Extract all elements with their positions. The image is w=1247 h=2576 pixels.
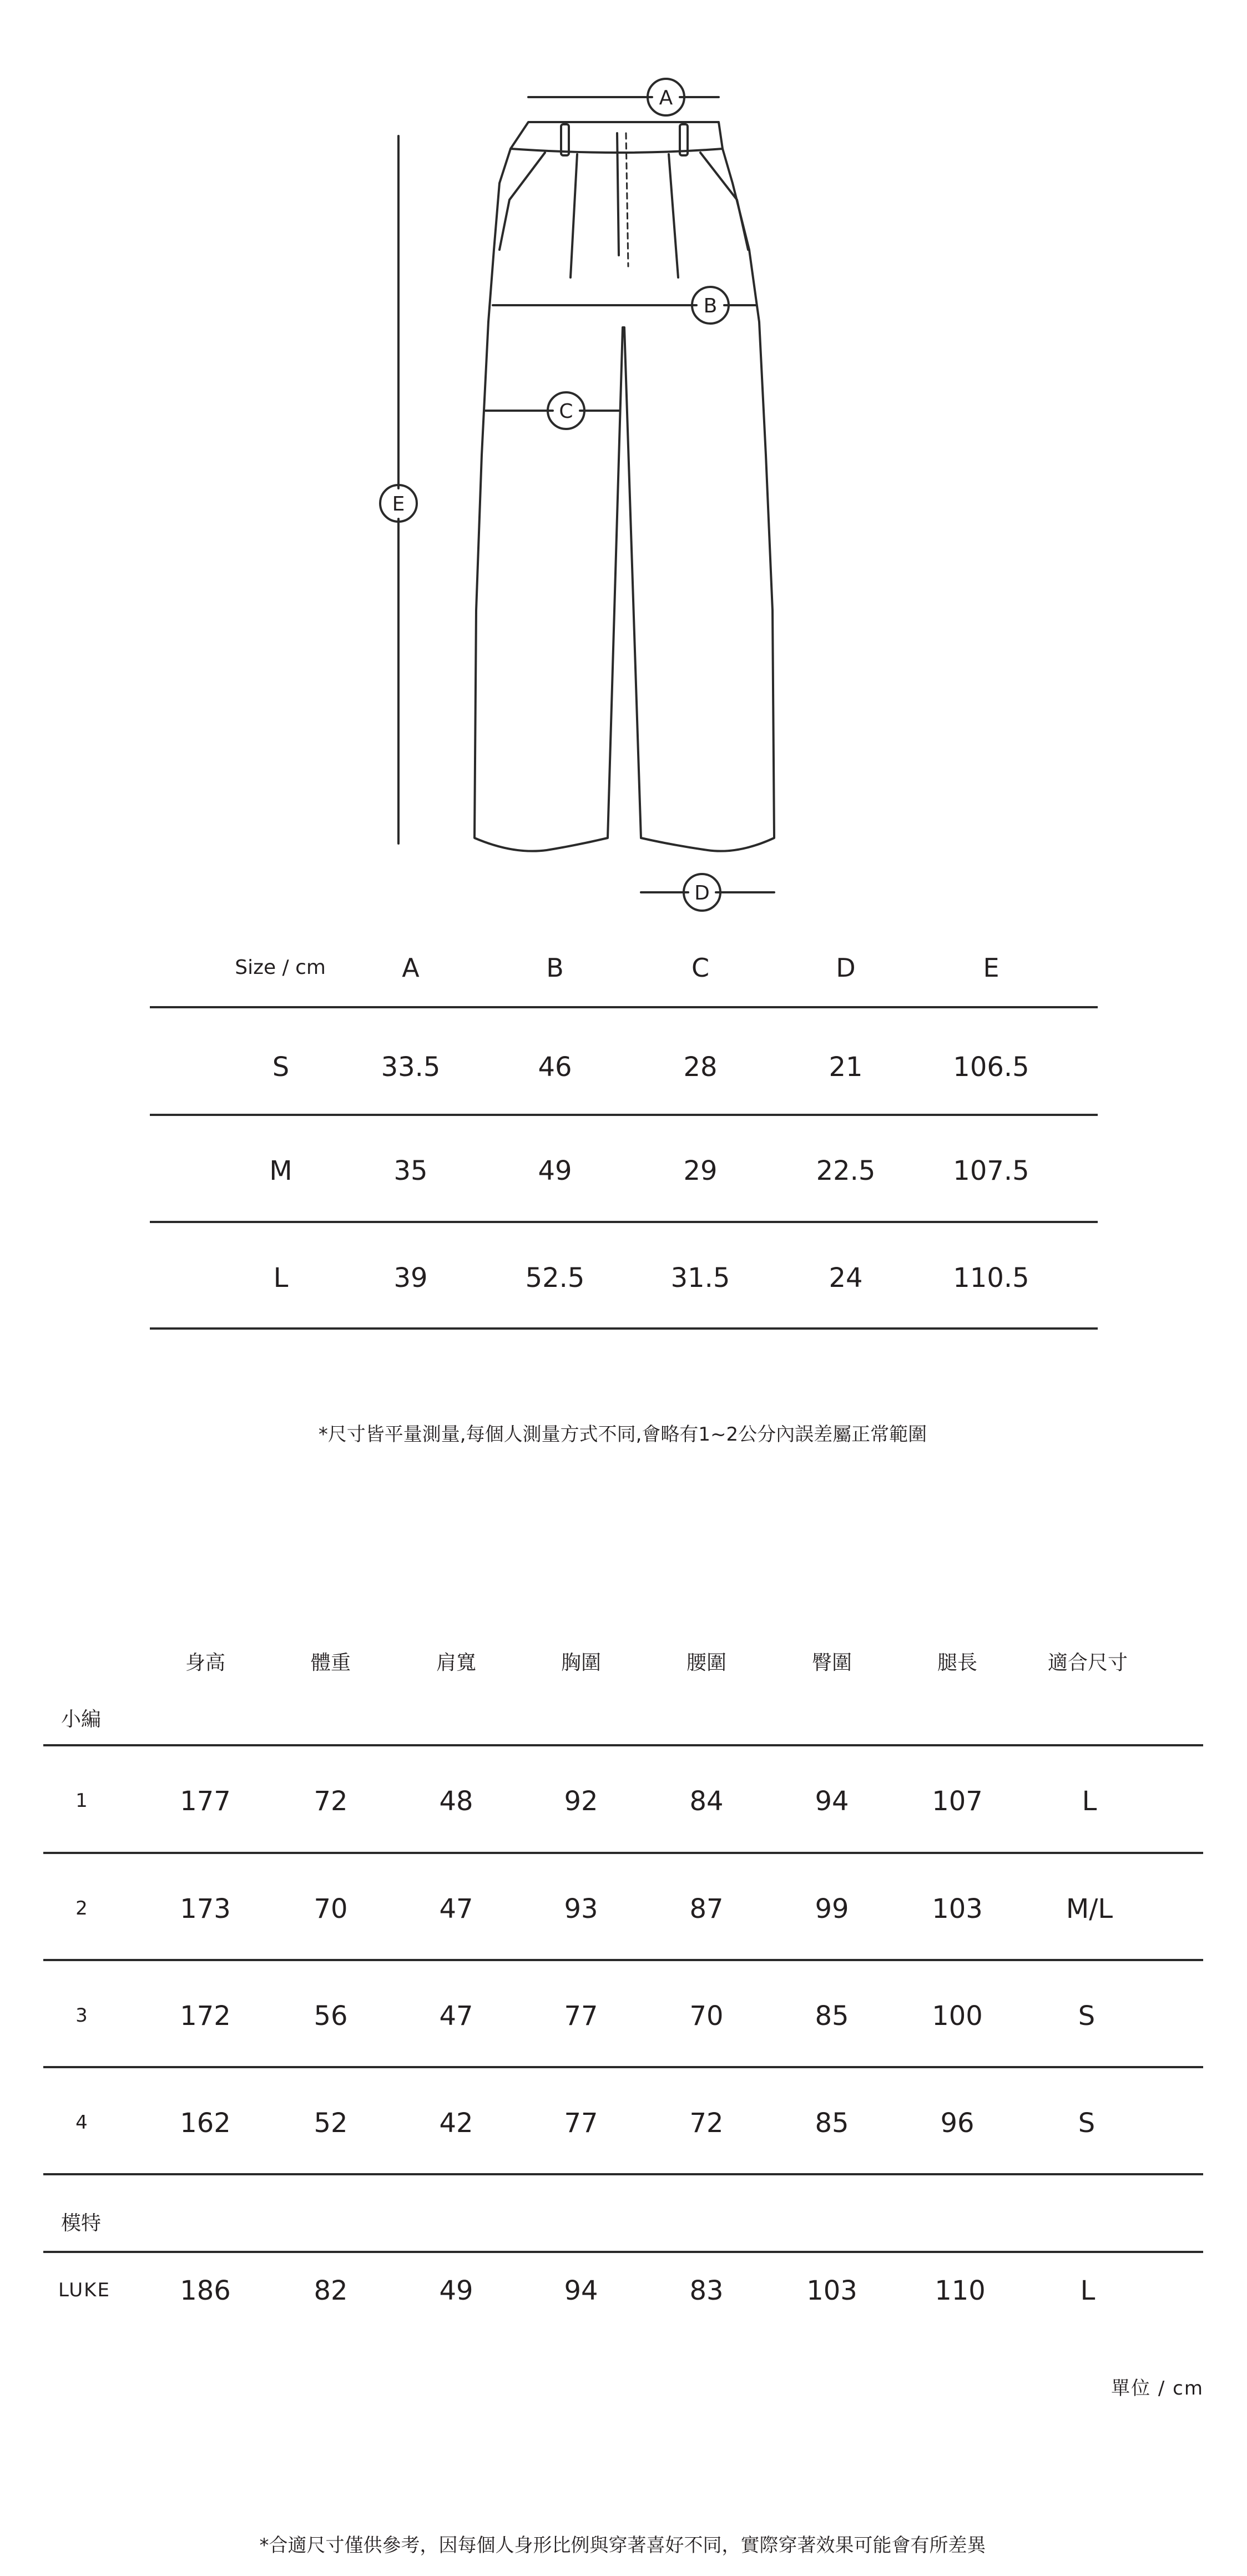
fit-row-3-weight: 56 (314, 2001, 348, 2032)
size-header-e: E (983, 953, 999, 983)
fit-row-2-size: M/L (1066, 1893, 1113, 1925)
size-row-l-e: 110.5 (953, 1262, 1029, 1294)
fit-row-2-shoulder: 47 (439, 1893, 473, 1925)
fit-row-4-id: 4 (75, 2112, 88, 2134)
size-header-rule (150, 1006, 1098, 1008)
size-row-m-a: 35 (393, 1155, 428, 1186)
size-row-rule (150, 1114, 1098, 1116)
size-row-s-a: 33.5 (381, 1052, 441, 1083)
size-row-m-d: 22.5 (816, 1155, 876, 1186)
fit-header-height: 身高 (185, 1651, 226, 1674)
fit-row-3-leg: 100 (932, 2001, 983, 2032)
fit-row-3-waist: 70 (689, 2001, 724, 2032)
fit-row-1-leg: 107 (932, 1786, 983, 1817)
fit-header-waist: 腰圍 (686, 1651, 727, 1674)
pants-outline (474, 122, 774, 851)
marker-d-label: D (694, 882, 710, 905)
size-row-l-label: L (273, 1262, 289, 1294)
marker-e-label: E (392, 493, 405, 516)
fit-row-luke-shoulder: 49 (439, 2275, 473, 2306)
fit-header-weight: 體重 (310, 1651, 351, 1674)
fit-row-4-chest: 77 (564, 2108, 598, 2139)
fit-chart-unit: 單位 / cm (1111, 2377, 1204, 2400)
fit-row-1-height: 177 (180, 1786, 231, 1817)
size-row-s-label: S (272, 1052, 290, 1083)
fit-header-shoulder: 肩寬 (436, 1651, 477, 1674)
fit-row-3-shoulder: 47 (439, 2001, 473, 2032)
size-row-m-c: 29 (683, 1155, 718, 1186)
fit-chart-note: *合適尺寸僅供參考，因每個人身形比例與穿著喜好不同，實際穿著效果可能會有所差異 (259, 2534, 986, 2557)
size-row-m-label: M (269, 1155, 292, 1186)
fit-row-rule (43, 2173, 1203, 2175)
size-header-b: B (546, 953, 564, 983)
fit-header-hip: 臀圍 (811, 1651, 852, 1674)
size-row-m-e: 107.5 (953, 1155, 1029, 1186)
fit-row-luke-waist: 83 (689, 2275, 724, 2306)
fit-row-luke-size: L (1080, 2275, 1095, 2306)
fit-group-rule (43, 2251, 1203, 2253)
fit-row-rule (43, 1852, 1203, 1854)
marker-c-label: C (559, 400, 573, 423)
size-row-l-a: 39 (393, 1262, 428, 1294)
fit-row-3-size: S (1078, 2001, 1095, 2032)
fit-row-luke-weight: 82 (314, 2275, 348, 2306)
fit-row-2-hip: 99 (815, 1893, 849, 1925)
fit-row-4-shoulder: 42 (439, 2108, 473, 2139)
size-chart-note: *尺寸皆平量測量,每個人測量方式不同,會略有1~2公分內誤差屬正常範圍 (318, 1423, 927, 1446)
fit-row-1-weight: 72 (314, 1786, 348, 1817)
fit-header-leg: 腿長 (937, 1651, 978, 1674)
fit-row-3-height: 172 (180, 2001, 231, 2032)
size-row-rule (150, 1327, 1098, 1330)
fit-row-2-leg: 103 (932, 1893, 983, 1925)
fit-row-luke-id: LUKE (58, 2279, 110, 2301)
fit-row-rule (43, 2066, 1203, 2068)
pants-diagram (0, 0, 1247, 921)
fit-row-luke-hip: 103 (806, 2275, 857, 2306)
marker-b-label: B (703, 295, 718, 317)
fit-row-1-size: L (1082, 1786, 1097, 1817)
fit-row-luke-leg: 110 (935, 2275, 986, 2306)
fit-row-1-id: 1 (75, 1790, 88, 1812)
size-row-l-c: 31.5 (670, 1262, 730, 1294)
fit-row-4-leg: 96 (940, 2108, 975, 2139)
fit-row-4-height: 162 (180, 2108, 231, 2139)
fit-row-2-height: 173 (180, 1893, 231, 1925)
fit-row-1-hip: 94 (815, 1786, 849, 1817)
size-row-s-b: 46 (538, 1052, 572, 1083)
fit-header-chest: 胸圍 (561, 1651, 602, 1674)
fit-group-staff-label: 小編 (61, 1708, 102, 1731)
fit-group-model-label: 模特 (61, 2212, 102, 2235)
size-header-c: C (691, 953, 710, 983)
fit-row-2-weight: 70 (314, 1893, 348, 1925)
fit-row-2-id: 2 (75, 1897, 88, 1920)
size-header-label: Size / cm (235, 956, 326, 979)
size-header-d: D (836, 953, 856, 983)
size-row-l-d: 24 (829, 1262, 863, 1294)
size-row-m-b: 49 (538, 1155, 572, 1186)
fit-row-luke-chest: 94 (564, 2275, 598, 2306)
fit-row-rule (43, 1959, 1203, 1961)
fit-group-rule (43, 1744, 1203, 1746)
fit-row-3-id: 3 (75, 2004, 88, 2027)
fit-row-4-weight: 52 (314, 2108, 348, 2139)
fit-row-1-shoulder: 48 (439, 1786, 473, 1817)
fit-row-2-waist: 87 (689, 1893, 724, 1925)
marker-a-label: A (659, 87, 673, 109)
size-row-s-c: 28 (683, 1052, 718, 1083)
fit-row-4-hip: 85 (815, 2108, 849, 2139)
fit-header-size: 適合尺寸 (1047, 1651, 1128, 1674)
fit-row-3-hip: 85 (815, 2001, 849, 2032)
fit-row-2-chest: 93 (564, 1893, 598, 1925)
fit-row-1-waist: 84 (689, 1786, 724, 1817)
size-row-rule (150, 1221, 1098, 1223)
size-header-a: A (402, 953, 420, 983)
fit-row-luke-height: 186 (180, 2275, 231, 2306)
size-row-s-e: 106.5 (953, 1052, 1029, 1083)
fit-row-4-waist: 72 (689, 2108, 724, 2139)
size-row-s-d: 21 (829, 1052, 863, 1083)
fit-row-3-chest: 77 (564, 2001, 598, 2032)
fit-row-1-chest: 92 (564, 1786, 598, 1817)
fit-row-4-size: S (1078, 2108, 1095, 2139)
size-row-l-b: 52.5 (525, 1262, 585, 1294)
